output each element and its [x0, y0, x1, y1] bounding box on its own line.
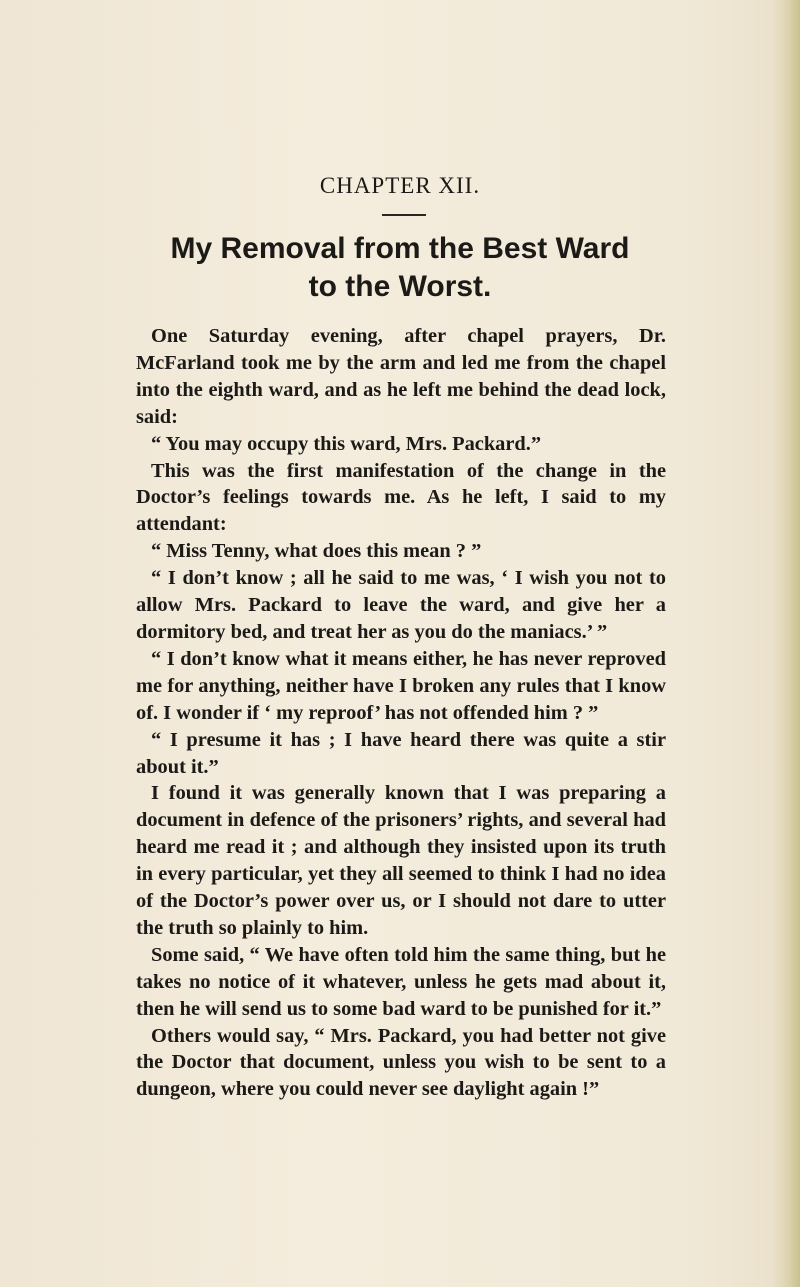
paragraph: “ I presume it has ; I have heard there was quite a stir about it.” [136, 728, 666, 778]
paragraph: This was the first manifestation of the change in the Doctor’s feelings towards me. As he left, I said to my attendant: [136, 459, 666, 536]
chapter-title-line-2: to the Worst. [308, 270, 492, 303]
paragraph: “ I don’t know what it means either, he has never reproved me for anything, neither have I broken any rules that I know of. I wonder if ‘ my reproof’ has not offended him ? ” [136, 647, 666, 724]
heading-rule [382, 214, 426, 216]
paragraph: One Saturday evening, after chapel prayers, Dr. McFarland took me by the arm and led me from the chapel into the eighth ward, and as he left me behind the dead lock, said: [136, 325, 666, 428]
paragraph: “ Miss Tenny, what does this mean ? ” [151, 540, 482, 563]
paragraph: “ You may occupy this ward, Mrs. Packard.” [151, 432, 542, 455]
body-text [136, 323, 666, 1103]
chapter-title-line-1: My Removal from the Best Ward [170, 232, 630, 265]
chapter-heading: CHAPTER XII. [319, 173, 481, 198]
paragraph: Others would say, “ Mrs. Packard, you had better not give the Doctor that document, unless you wish to be sent to a dungeon, where you could never see daylight again !” [136, 1024, 666, 1101]
paragraph: Some said, “ We have often told him the same thing, but he takes no notice of it whatever, unless he gets mad about it, then he will send us to some bad ward to be punished for it.” [136, 943, 666, 1020]
paragraph: I found it was generally known that I was preparing a document in defence of the prisoners’ rights, and several had heard me read it ; and although they insisted upon its truth in every particular, yet they all seemed to think I had no idea of the Doctor’s power over us, or I should not dare to utter the truth so plainly to him. [136, 782, 666, 939]
paragraph: “ I don’t know ; all he said to me was, ‘ I wish you not to allow Mrs. Packard to leave the ward, and give her a dormitory bed, and treat her as you do the maniacs.’ ” [136, 567, 666, 643]
chapter-title [0, 230, 800, 306]
